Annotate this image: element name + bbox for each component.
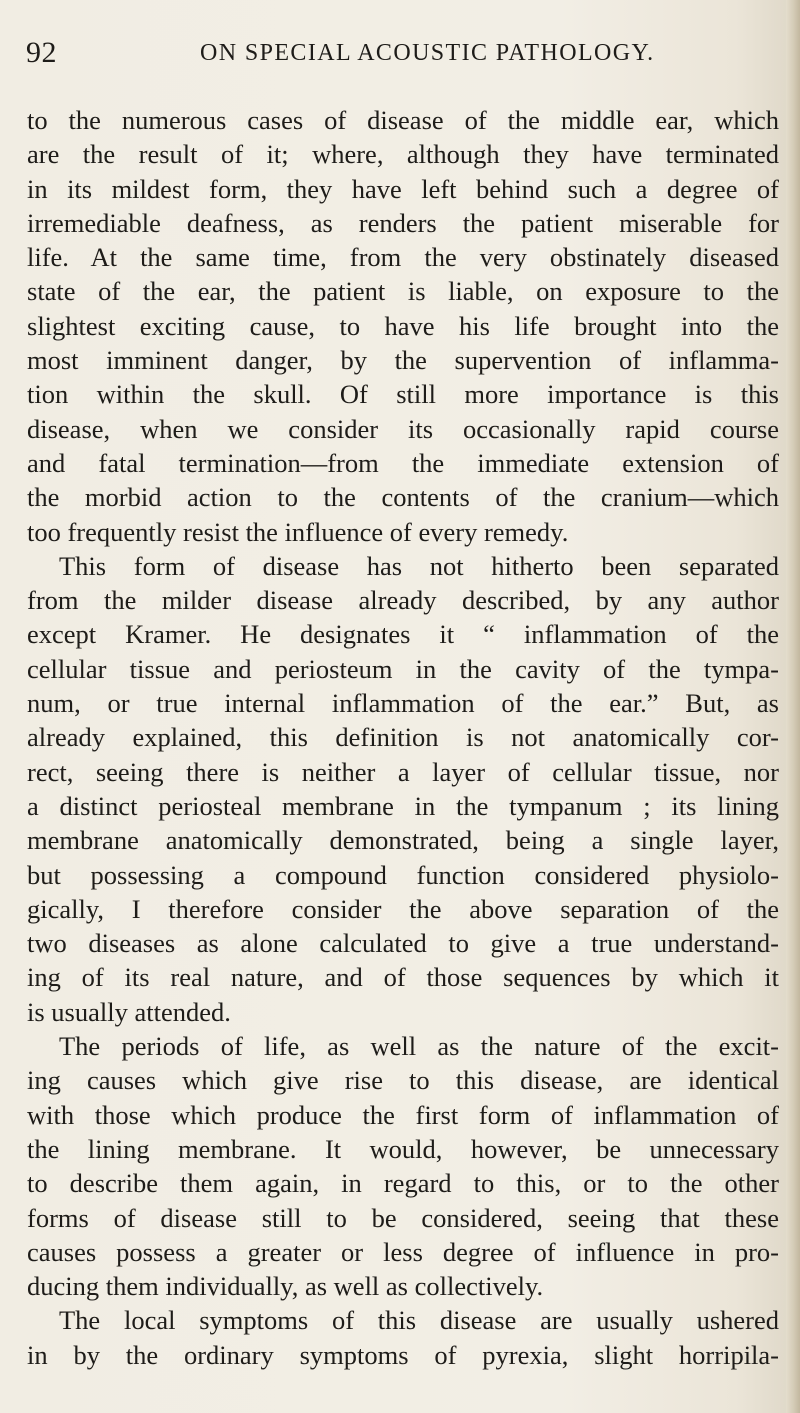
text-line: ducing them individually, as well as collectively. (27, 1271, 544, 1302)
text-line: cellular tissue and periosteum in the cavity of the tympa- (27, 653, 779, 684)
text-line: and fatal termination—from the immediate extension of (27, 447, 779, 478)
text-line: This form of disease has not hitherto been separated (59, 550, 779, 581)
text-line: with those which produce the first form of inflammation of (27, 1099, 779, 1130)
page-number: 92 (26, 36, 57, 69)
text-line: The local symptoms of this disease are usually ushered (59, 1305, 779, 1336)
text-line: the lining membrane. It would, however, be unnecessary (27, 1133, 779, 1164)
text-line: a distinct periosteal membrane in the tympanum ; its lining (27, 790, 779, 821)
text-line: most imminent danger, by the supervention of inflamma- (27, 345, 779, 376)
text-line: The periods of life, as well as the nature of the excit- (59, 1031, 779, 1062)
text-line: in by the ordinary symptoms of pyrexia, slight horripila- (27, 1339, 779, 1370)
text-line: in its mildest form, they have left behind such a degree of (27, 173, 779, 204)
text-line: num, or true internal inflammation of the ear.” But, as (27, 688, 779, 719)
running-head (0, 36, 800, 80)
text-line: slightest exciting cause, to have his life brought into the (27, 310, 779, 341)
text-line: life. At the same time, from the very obstinately diseased (27, 242, 779, 273)
text-line: state of the ear, the patient is liable, on exposure to the (27, 276, 779, 307)
text-line: except Kramer. He designates it “ inflammation of the (27, 619, 779, 650)
text-line: forms of disease still to be considered, seeing that these (27, 1202, 779, 1233)
text-line: already explained, this definition is not anatomically cor- (27, 722, 779, 753)
text-line: disease, when we consider its occasionally rapid course (27, 413, 779, 444)
text-line: tion within the skull. Of still more importance is this (27, 379, 779, 410)
text-line: are the result of it; where, although they have terminated (27, 139, 779, 170)
text-line: too frequently resist the influence of every remedy. (27, 516, 569, 547)
page-edge-shadow (786, 0, 800, 1413)
text-line: but possessing a compound function considered physiolo- (27, 859, 779, 890)
text-line: to describe them again, in regard to this, or to the other (27, 1168, 779, 1199)
text-line: from the milder disease already described, by any author (27, 585, 779, 616)
text-line: ing causes which give rise to this disease, are identical (27, 1065, 779, 1096)
text-line: is usually attended. (27, 996, 231, 1027)
text-line: ing of its real nature, and of those sequences by which it (27, 962, 779, 993)
text-line: irremediable deafness, as renders the patient miserable for (27, 207, 779, 238)
text-line: to the numerous cases of disease of the middle ear, which (27, 105, 779, 135)
running-title: ON SPECIAL ACOUSTIC PATHOLOGY. (200, 40, 655, 66)
text-line: membrane anatomically demonstrated, being a single layer, (27, 825, 779, 856)
text-line: gically, I therefore consider the above separation of the (27, 893, 779, 924)
text-line: causes possess a greater or less degree of influence in pro- (27, 1236, 779, 1267)
body-text (27, 103, 779, 1372)
text-line: the morbid action to the contents of the cranium—which (27, 482, 779, 513)
text-line: two diseases as alone calculated to give a true understand- (27, 928, 779, 959)
text-line: rect, seeing there is neither a layer of cellular tissue, nor (27, 756, 779, 787)
